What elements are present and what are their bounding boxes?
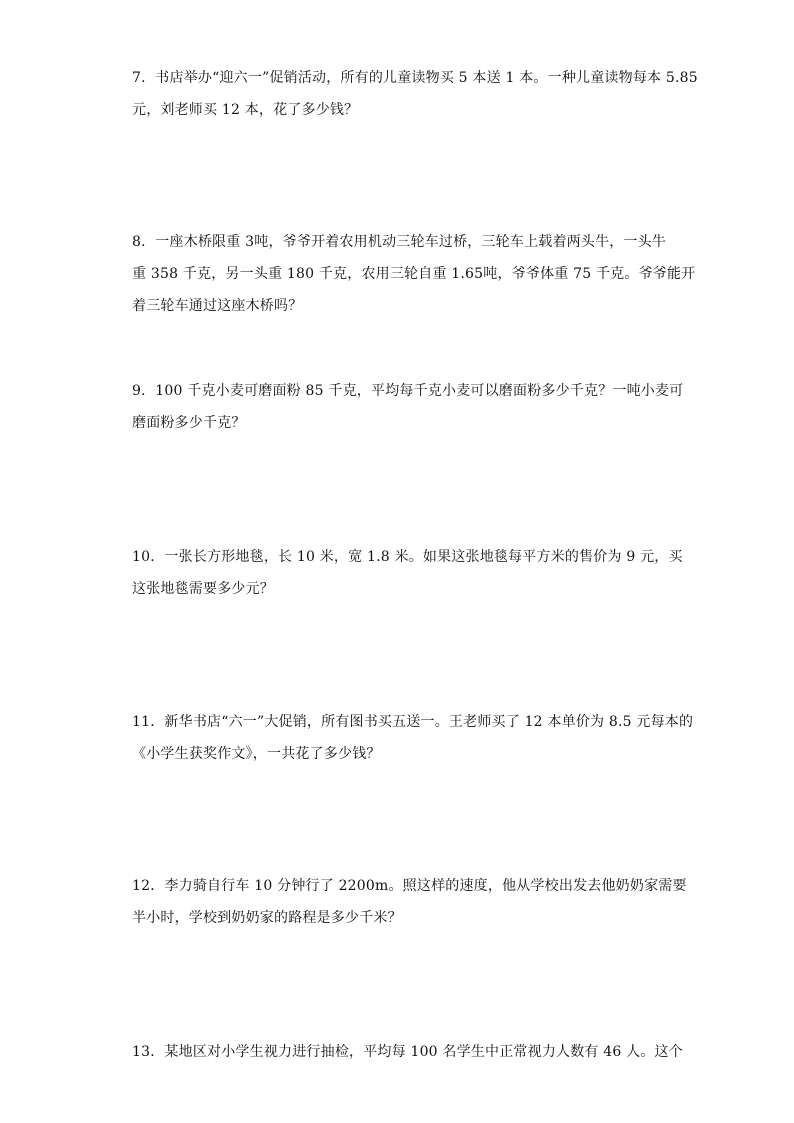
problem-line: 9．100 千克小麦可磨面粉 85 千克，平均每千克小麦可以磨面粉多少千克？一吨小麦可 [132, 383, 684, 399]
problem-line: 磨面粉多少千克？ [132, 415, 246, 431]
problem-line: 10．一张长方形地毯，长 10 米，宽 1.8 米。如果这张地毯每平方米的售价为 9 元，买 [132, 549, 683, 565]
problem-9 [132, 375, 684, 439]
problem-line: 8．一座木桥限重 3吨，爷爷开着农用机动三轮车过桥，三轮车上载着两头牛，一头牛 [132, 234, 667, 250]
problem-line: 重 358 千克，另一头重 180 千克，农用三轮自重 1.65吨，爷爷体重 75 千克。爷爷能开 [132, 266, 696, 282]
problem-line: 13．某地区对小学生视力进行抽检，平均每 100 名学生中正常视力人数有 46 人。这个 [132, 1044, 683, 1060]
problem-line: 7．书店举办“迎六一”促销活动，所有的儿童读物买 5 本送 1 本。一种儿童读物每本 5.85 [132, 70, 698, 86]
problem-line: 《小学生获奖作文》，一共花了多少钱？ [132, 746, 381, 762]
problem-line: 元，刘老师买 12 本，花了多少钱？ [132, 102, 359, 118]
problem-13 [132, 1036, 683, 1068]
problem-line: 11．新华书店“六一”大促销，所有图书买五送一。王老师买了 12 本单价为 8.5 元每本的 [132, 714, 694, 730]
problem-line: 12．李力骑自行车 10 分钟行了 2200m。照这样的速度，他从学校出发去他奶奶家需要 [132, 878, 687, 894]
problem-10 [132, 541, 683, 605]
problem-8 [132, 226, 696, 322]
problem-line: 着三轮车通过这座木桥吗？ [132, 298, 303, 314]
problem-line: 半小时，学校到奶奶家的路程是多少千米？ [132, 910, 402, 926]
problem-7 [132, 62, 698, 126]
problem-11 [132, 706, 694, 770]
problem-12 [132, 870, 687, 934]
problem-line: 这张地毯需要多少元？ [132, 581, 274, 597]
